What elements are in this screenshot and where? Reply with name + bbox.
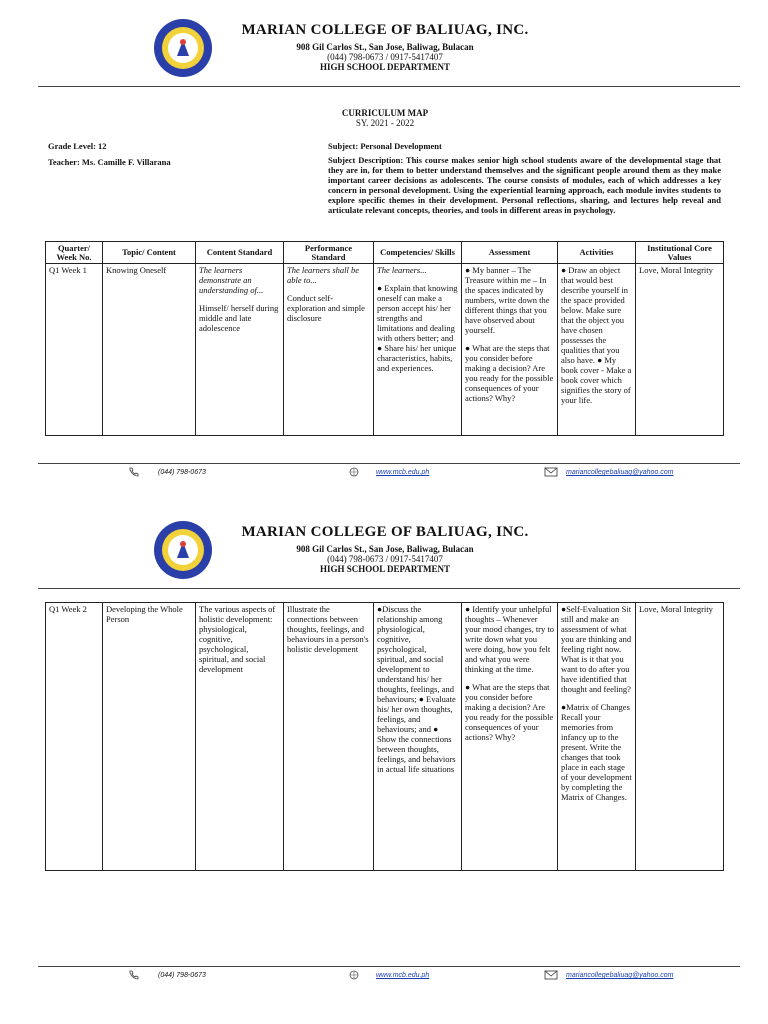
core-values-cell: Love, Moral Integrity bbox=[636, 264, 724, 436]
col-header: Institutional Core Values bbox=[636, 242, 724, 264]
col-header: Quarter/ Week No. bbox=[46, 242, 103, 264]
doc-title: CURRICULUM MAP bbox=[341, 108, 429, 118]
col-header: Competencies/ Skills bbox=[374, 242, 462, 264]
footer-email-link[interactable]: mariancollegebaliuag@yahoo.com bbox=[566, 469, 674, 476]
performance-standard-cell bbox=[284, 264, 374, 436]
col-header: Topic/ Content bbox=[103, 242, 196, 264]
performance-intro: The learners shall be able to... bbox=[287, 265, 360, 285]
table-row bbox=[46, 264, 724, 436]
school-department: HIGH SCHOOL DEPARTMENT bbox=[319, 564, 451, 574]
subject-description: Subject Description: This course makes senior high school students aware of the developmental stage that they are in, for them to better understand themselves and the significant people around them as they make important career decisions as adolescents. The course consists of modules, each of which addresses a key concern in personal development. Using the experiential learning approach, each module invites students to explore specific themes in their development. Personal reflections, sharing, and lectures help reveal and articulate relevant concepts, theories, and tools in different areas in psychology. bbox=[328, 155, 721, 215]
subject-name: Subject: Personal Development bbox=[328, 141, 442, 151]
performance-text: Conduct self-exploration and simple disclosure bbox=[287, 293, 365, 323]
topic-cell: Developing the Whole Person bbox=[103, 603, 196, 871]
phone-icon bbox=[128, 970, 140, 980]
activity-item: ●Self-Evaluation Sit still and make an assessment of what you are thinking and feeling right now. What is it that you want to do after you have identified that thought and feeling? bbox=[561, 604, 632, 694]
col-header: Activities bbox=[558, 242, 636, 264]
school-name: MARIAN COLLEGE OF BALIUAG, INC. bbox=[241, 22, 529, 38]
activities-cell: ● Draw an object that would best describe yourself in the space provided below. Make sure that the object you have chosen possesses the qualities that you also have. ● My book cover - Make a book cover which signifies the story of your life. bbox=[558, 264, 636, 436]
school-year: SY. 2021 - 2022 bbox=[355, 118, 415, 128]
col-header: Content Standard bbox=[196, 242, 284, 264]
assessment-cell bbox=[462, 603, 558, 871]
globe-icon bbox=[348, 970, 360, 980]
table-header-row bbox=[46, 242, 724, 264]
globe-icon bbox=[348, 467, 360, 477]
school-address: 908 Gil Carlos St., San Jose, Baliwag, Bulacan bbox=[296, 544, 474, 554]
competency-text: ● Explain that knowing oneself can make a person accept his/ her strengths and limitations and dealing with others better; and ● Share his/ her unique characteristics, habits, and experiences. bbox=[377, 283, 458, 373]
content-intro: The learners demonstrate an understanding of... bbox=[199, 265, 264, 295]
header-divider bbox=[38, 588, 740, 589]
footer-website-link[interactable]: www.mcb.edu.ph bbox=[376, 469, 430, 476]
footer-website-link[interactable]: www.mcb.edu.ph bbox=[376, 972, 430, 979]
competency-intro: The learners... bbox=[377, 265, 427, 275]
school-seal-logo bbox=[153, 520, 213, 580]
competency-cell bbox=[374, 264, 462, 436]
assessment-item: ● What are the steps that you consider before making a decision? Are you ready for the possible consequences of your actions? Why? bbox=[465, 343, 554, 403]
school-department: HIGH SCHOOL DEPARTMENT bbox=[319, 62, 451, 72]
competency-cell: ●Discuss the relationship among physiological, cognitive, psychological, spiritual, and social development to understand his/ her thoughts, feelings, and behaviours; ● Evaluate his/ her own thoughts, feelings, and behaviours; and ● Show the connections between thoughts, feelings, and behaviors in actual life situations bbox=[374, 603, 462, 871]
col-header: Performance Standard bbox=[284, 242, 374, 264]
content-standard-cell: The various aspects of holistic development: physiological, cognitive, psychological, spiritual, and social development bbox=[196, 603, 284, 871]
core-values-cell: Love, Moral Integrity bbox=[636, 603, 724, 871]
mail-icon bbox=[543, 467, 559, 477]
footer-email-link[interactable]: mariancollegebaliuag@yahoo.com bbox=[566, 972, 674, 979]
table-row bbox=[46, 603, 724, 871]
assessment-cell bbox=[462, 264, 558, 436]
footer-phone: (044) 798-0673 bbox=[158, 972, 206, 979]
school-name: MARIAN COLLEGE OF BALIUAG, INC. bbox=[241, 524, 529, 540]
content-text: Himself/ herself during middle and late adolescence bbox=[199, 303, 279, 333]
page2-footer bbox=[38, 966, 740, 986]
curriculum-table-1 bbox=[45, 241, 724, 436]
week-cell: Q1 Week 1 bbox=[46, 264, 103, 436]
assessment-item: ● What are the steps that you consider before making a decision? Are you ready for the possible consequences of your actions? Why? bbox=[465, 682, 554, 742]
school-address: 908 Gil Carlos St., San Jose, Baliwag, Bulacan bbox=[296, 42, 474, 52]
content-standard-cell bbox=[196, 264, 284, 436]
assessment-item: ● Identify your unhelpful thoughts – Whenever your mood changes, try to write down what you were doing, how you felt and what you were thinking at the time. bbox=[465, 604, 554, 674]
school-phones: (044) 798-0673 / 0917-5417407 bbox=[327, 52, 443, 62]
col-header: Assessment bbox=[462, 242, 558, 264]
mail-icon bbox=[543, 970, 559, 980]
assessment-item: ● My banner – The Treasure within me – In the spaces indicated by numbers, write down the different things that you have observed about yourself. bbox=[465, 265, 550, 335]
school-seal-logo bbox=[153, 18, 213, 78]
school-phones: (044) 798-0673 / 0917-5417407 bbox=[327, 554, 443, 564]
grade-level: Grade Level: 12 bbox=[48, 141, 107, 151]
topic-cell: Knowing Oneself bbox=[103, 264, 196, 436]
footer-phone: (044) 798-0673 bbox=[158, 469, 206, 476]
activity-item: ●Matrix of Changes Recall your memories from infancy up to the present. Write the changes that took place in each stage of your development by completing the Matrix of Changes. bbox=[561, 702, 632, 802]
header-divider bbox=[38, 86, 740, 87]
phone-icon bbox=[128, 467, 140, 477]
activities-cell bbox=[558, 603, 636, 871]
curriculum-table-2 bbox=[45, 602, 724, 871]
week-cell: Q1 Week 2 bbox=[46, 603, 103, 871]
teacher-name: Teacher: Ms. Camille F. Villarana bbox=[48, 157, 171, 167]
performance-standard-cell: Illustrate the connections between thoughts, feelings, and behaviours in a person's holistic development bbox=[284, 603, 374, 871]
page1-footer bbox=[38, 463, 740, 483]
